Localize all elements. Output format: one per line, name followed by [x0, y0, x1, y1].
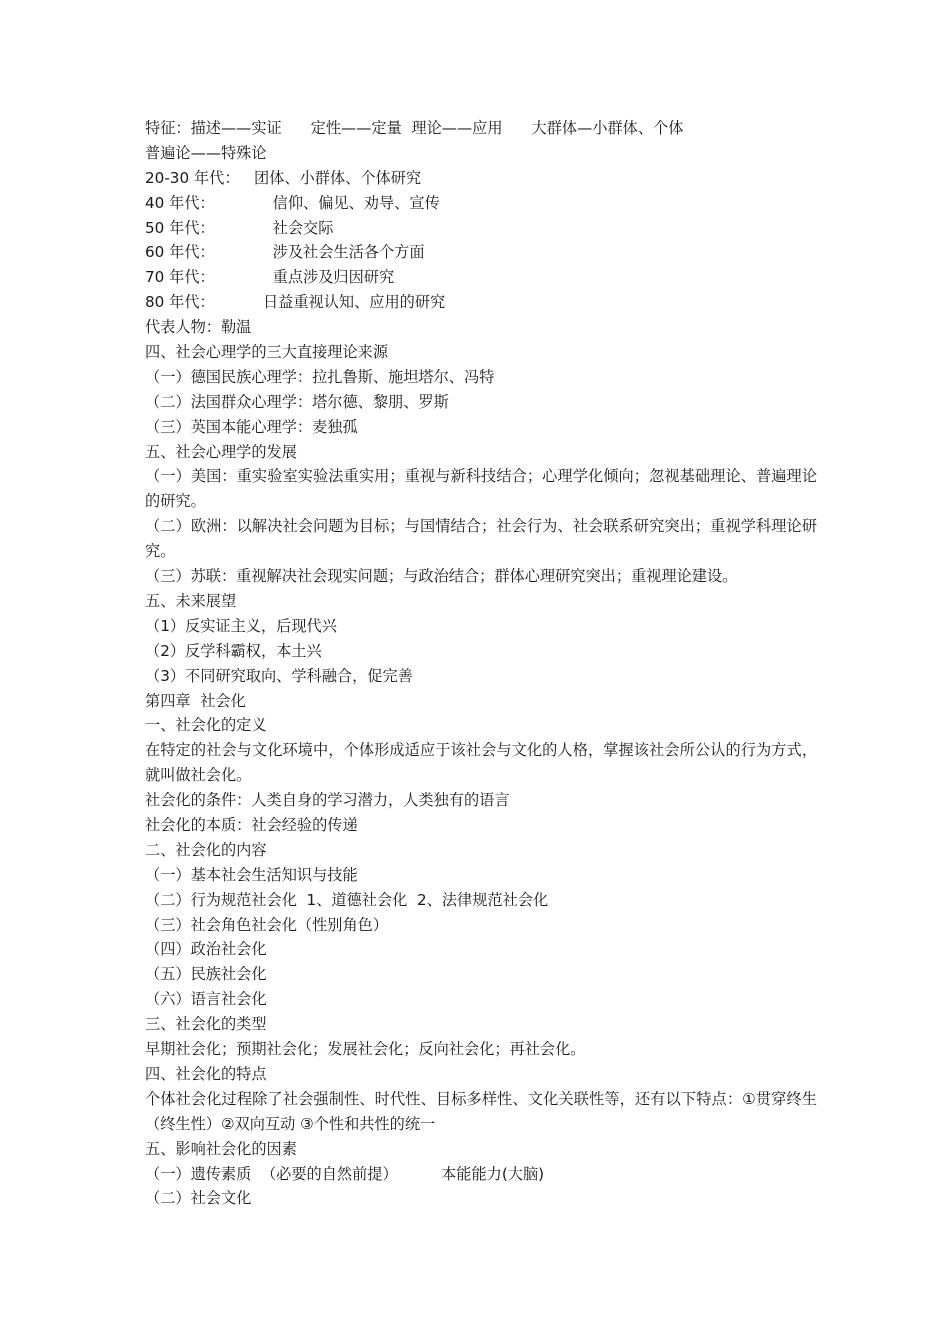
text-line: （一）遗传素质 （必要的自然前提） 本能能力(大脑): [145, 1164, 545, 1183]
text-line: 70 年代： 重点涉及归因研究: [145, 268, 395, 287]
text-line: （一）美国：重实验室实验法重实用；重视与新科技结合；心理学化倾向；忽视基础理论、普遍理论的研究。: [145, 467, 817, 511]
text-line: （四）政治社会化: [145, 940, 267, 959]
text-line: （二）行为规范社会化 1、道德社会化 2、法律规范社会化: [145, 890, 549, 909]
text-line: 五、社会心理学的发展: [145, 442, 297, 461]
document-page: [145, 116, 817, 1211]
text-line: 个体社会化过程除了社会强制性、时代性、目标多样性、文化关联性等，还有以下特点：①贯穿终生 （终生性）②双向互动 ③个性和共性的统一: [145, 1089, 817, 1133]
text-line: 二、社会化的内容: [145, 840, 267, 859]
text-line: 一、社会化的定义: [145, 716, 267, 735]
text-line: 第四章 社会化: [145, 691, 246, 710]
text-line: 社会化的条件：人类自身的学习潜力，人类独有的语言: [145, 791, 510, 810]
text-line: （六）语言社会化: [145, 990, 267, 1009]
text-line: （一）德国民族心理学：拉扎鲁斯、施坦塔尔、冯特: [145, 367, 495, 386]
text-line: 代表人物：勒温: [145, 318, 252, 337]
text-line: 五、未来展望: [145, 591, 237, 610]
text-line: （二）欧洲：以解决社会问题为目标；与国情结合；社会行为、社会联系研究突出；重视学科理论研究。: [145, 517, 817, 561]
text-line: （2）反学科霸权，本土兴: [145, 641, 322, 660]
text-line: 80 年代： 日益重视认知、应用的研究: [145, 293, 446, 312]
text-line: 早期社会化；预期社会化；发展社会化；反向社会化；再社会化。: [145, 1040, 586, 1059]
text-line: 四、社会化的特点: [145, 1064, 267, 1083]
text-line: 社会化的本质：社会经验的传递: [145, 816, 358, 835]
text-line: 60 年代： 涉及社会生活各个方面: [145, 243, 425, 262]
text-line: （三）英国本能心理学：麦独孤: [145, 417, 358, 436]
text-line: （一）基本社会生活知识与技能: [145, 865, 358, 884]
text-line: （三）苏联：重视解决社会现实问题；与政治结合；群体心理研究突出；重视理论建设。: [145, 567, 738, 586]
text-line: （二）法国群众心理学：塔尔德、黎朋、罗斯: [145, 392, 449, 411]
text-line: 在特定的社会与文化环境中，个体形成适应于该社会与文化的人格，掌握该社会所公认的行为方式，就叫做社会化。: [145, 741, 817, 785]
text-line: 特征：描述——实证 定性——定量 理论——应用 大群体—小群体、个体: [145, 119, 684, 137]
text-line: （五）民族社会化: [145, 965, 267, 984]
text-line: 50 年代： 社会交际: [145, 218, 334, 237]
text-line: 普遍论——特殊论: [145, 143, 267, 162]
text-line: （三）社会角色社会化（性别角色）: [145, 915, 388, 934]
text-line: （1）反实证主义，后现代兴: [145, 616, 337, 635]
text-line: （3）不同研究取向、学科融合，促完善: [145, 666, 413, 685]
text-line: （二）社会文化: [145, 1189, 252, 1208]
text-line: 20-30 年代： 团体、小群体、个体研究: [145, 168, 422, 187]
text-line: 五、影响社会化的因素: [145, 1139, 297, 1158]
text-line: 四、社会心理学的三大直接理论来源: [145, 343, 388, 362]
text-line: 三、社会化的类型: [145, 1015, 267, 1034]
text-line: 40 年代： 信仰、偏见、劝导、宣传: [145, 193, 440, 212]
